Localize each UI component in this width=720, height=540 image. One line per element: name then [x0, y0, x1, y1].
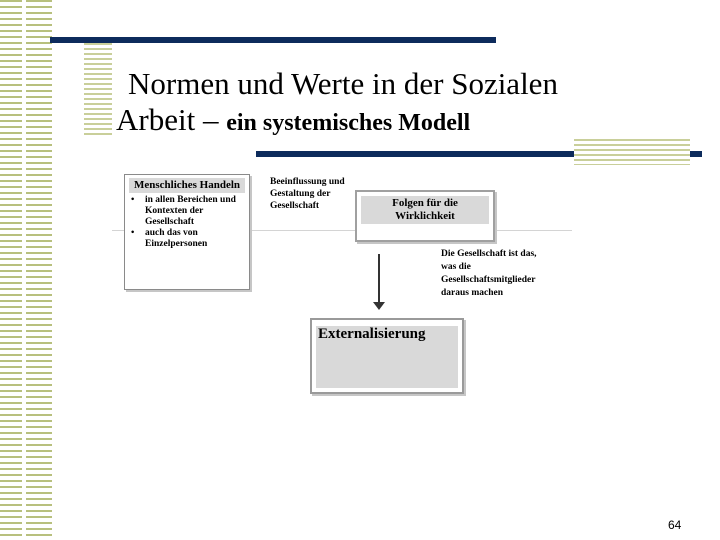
human-action-bullets: [125, 195, 249, 250]
title-accent-bar: [84, 43, 112, 135]
human-action-box: [124, 174, 250, 290]
page-number: 64: [668, 518, 682, 532]
systemic-model-diagram: [112, 170, 572, 400]
down-arrow-shaft: [378, 254, 380, 304]
influence-text: Beeinflussung und Gestaltung der Gesellschaft: [270, 177, 345, 211]
slide-title-line-2-subtitle: ein systemisches Modell: [226, 110, 471, 136]
top-title-rule: [50, 37, 496, 43]
right-hatch-decoration: [574, 139, 690, 165]
slide-title-line-1: Normen und Werte in der Sozialen: [128, 66, 558, 101]
human-action-heading: Menschliches Handeln: [129, 178, 245, 193]
slide-title: [116, 66, 696, 138]
human-action-bullet: • auch das von Einzelpersonen: [131, 228, 245, 250]
externalization-label: Externalisierung: [318, 326, 426, 342]
human-action-bullet: • in allen Bereichen und Kontexten der Gesellschaft: [131, 195, 245, 228]
left-stripe-decoration: [0, 0, 52, 540]
slide-title-line-2-main: Arbeit –: [116, 102, 227, 137]
externalization-box: [310, 318, 464, 394]
consequences-box: [355, 190, 495, 242]
consequences-heading: Folgen für die Wirklichkeit: [361, 196, 489, 224]
society-text: Die Gesellschaft ist das, was die Gesellschaftsmitglieder daraus machen: [441, 249, 537, 298]
down-arrow-icon: [373, 302, 385, 310]
